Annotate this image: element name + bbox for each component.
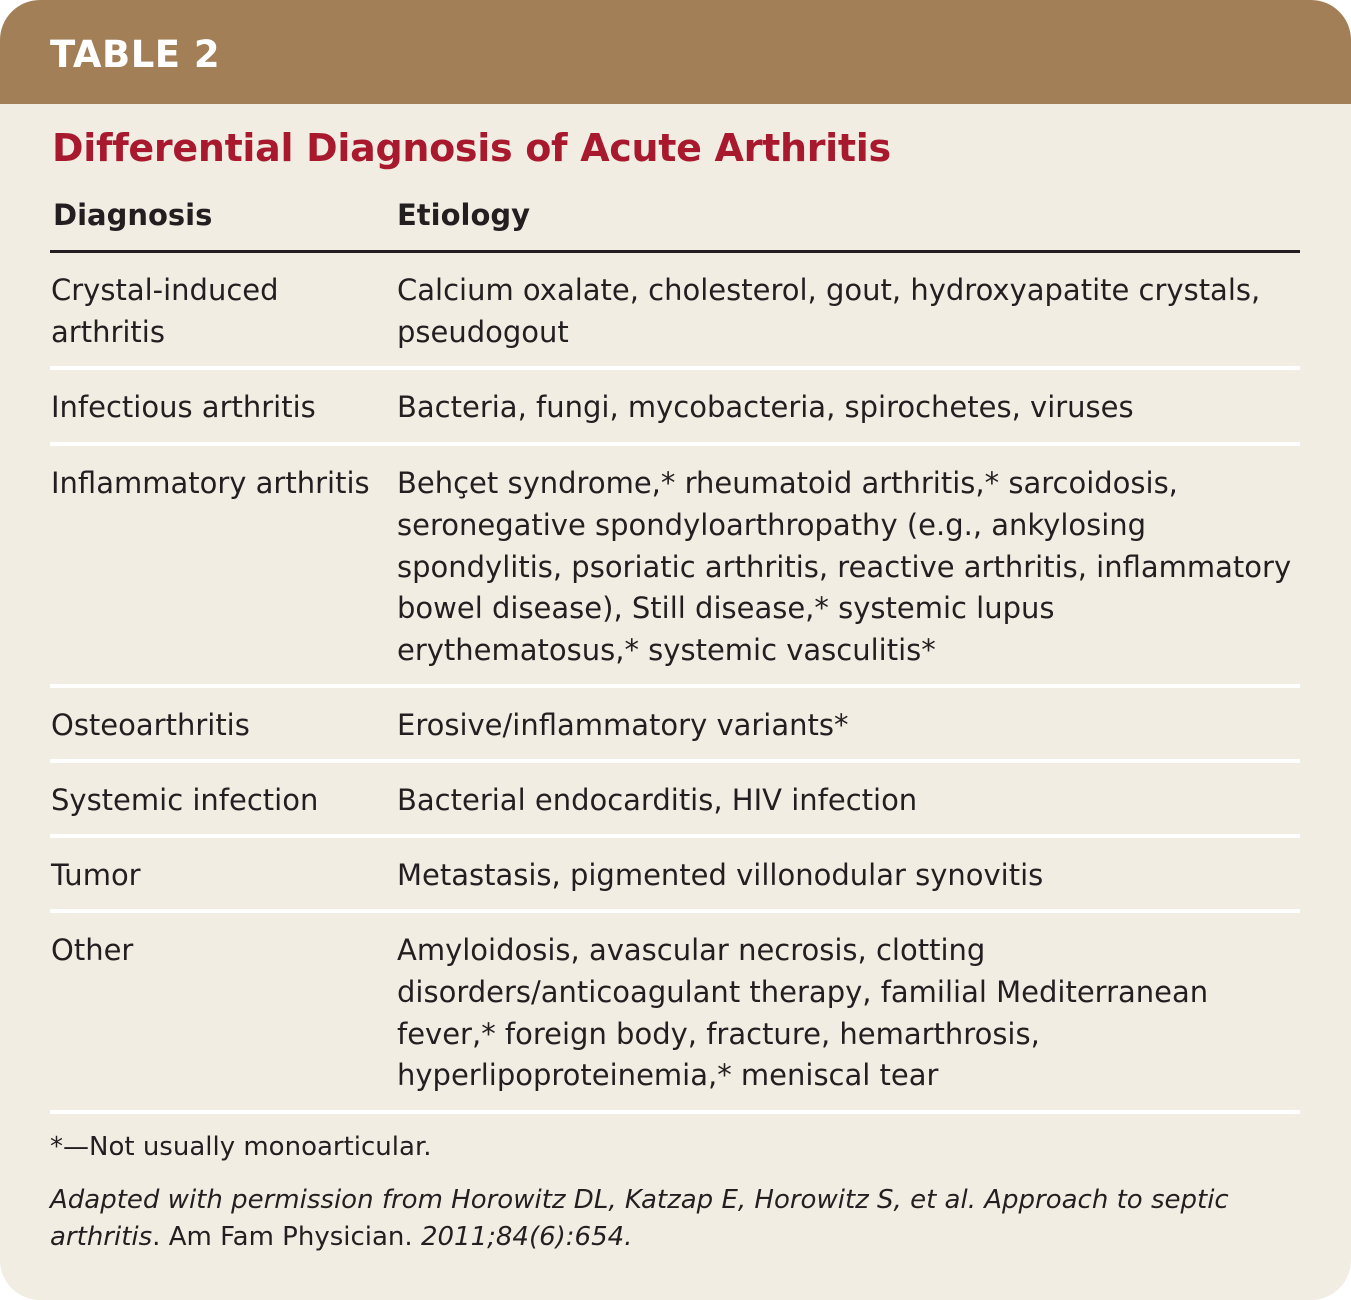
diagnosis-cell: Crystal-induced arthritis — [51, 273, 279, 349]
etiology-cell: Metastasis, pigmented villonodular synovitis — [397, 858, 1044, 892]
table-banner — [0, 0, 1351, 104]
diagnosis-cell: Other — [51, 933, 134, 967]
etiology-cell: Behçet syndrome,* rheumatoid arthritis,* sarcoidosis, seronegative spondyloarthropathy (e.g., ankylosing spondylitis, psoriatic arthritis, reactive arthritis, inflammatory bowel disease), Still disease,* systemic lupus erythematosus,* systemic vasculitis* — [397, 466, 1292, 668]
table-row — [50, 913, 1300, 1114]
diagnosis-cell: Infectious arthritis — [51, 390, 316, 424]
header-diagnosis: Diagnosis — [53, 198, 213, 232]
table-row — [50, 763, 1300, 838]
citation-italic-part: Adapted with permission from Horowitz DL, Katzap E, Horowitz S, et al. Approach to septic arthritis — [50, 1185, 1229, 1252]
table-row — [50, 446, 1300, 688]
table-row — [50, 253, 1300, 370]
etiology-cell: Erosive/inflammatory variants* — [397, 708, 849, 742]
table-footnote: *—Not usually monoarticular. — [50, 1132, 432, 1162]
source-citation — [50, 1182, 1305, 1256]
table-row — [50, 838, 1300, 913]
etiology-cell: Bacteria, fungi, mycobacteria, spirochetes, viruses — [397, 390, 1134, 424]
table-title: Differential Diagnosis of Acute Arthritis — [52, 126, 891, 170]
etiology-cell: Calcium oxalate, cholesterol, gout, hydroxyapatite crystals, pseudogout — [397, 273, 1261, 349]
table-row — [50, 370, 1300, 446]
diagnosis-cell: Osteoarthritis — [51, 708, 250, 742]
table-number-label: TABLE 2 — [50, 33, 221, 76]
diagnosis-cell: Tumor — [51, 858, 141, 892]
etiology-cell: Bacterial endocarditis, HIV infection — [397, 783, 918, 817]
header-etiology: Etiology — [397, 198, 531, 232]
table-row — [50, 688, 1300, 763]
diagnosis-cell: Systemic infection — [51, 783, 319, 817]
citation-journal-part: . Am Fam Physician. — [152, 1222, 421, 1252]
diagnosis-cell: Inflammatory arthritis — [51, 466, 370, 500]
diagnosis-table — [50, 190, 1300, 1114]
table-header-row — [50, 190, 1300, 253]
etiology-cell: Amyloidosis, avascular necrosis, clotting disorders/anticoagulant therapy, familial Mediterranean fever,* foreign body, fracture, hemarthrosis, hyperlipoproteinemia,* meniscal tear — [397, 933, 1209, 1093]
citation-volume-part: 2011;84(6):654. — [420, 1222, 633, 1252]
